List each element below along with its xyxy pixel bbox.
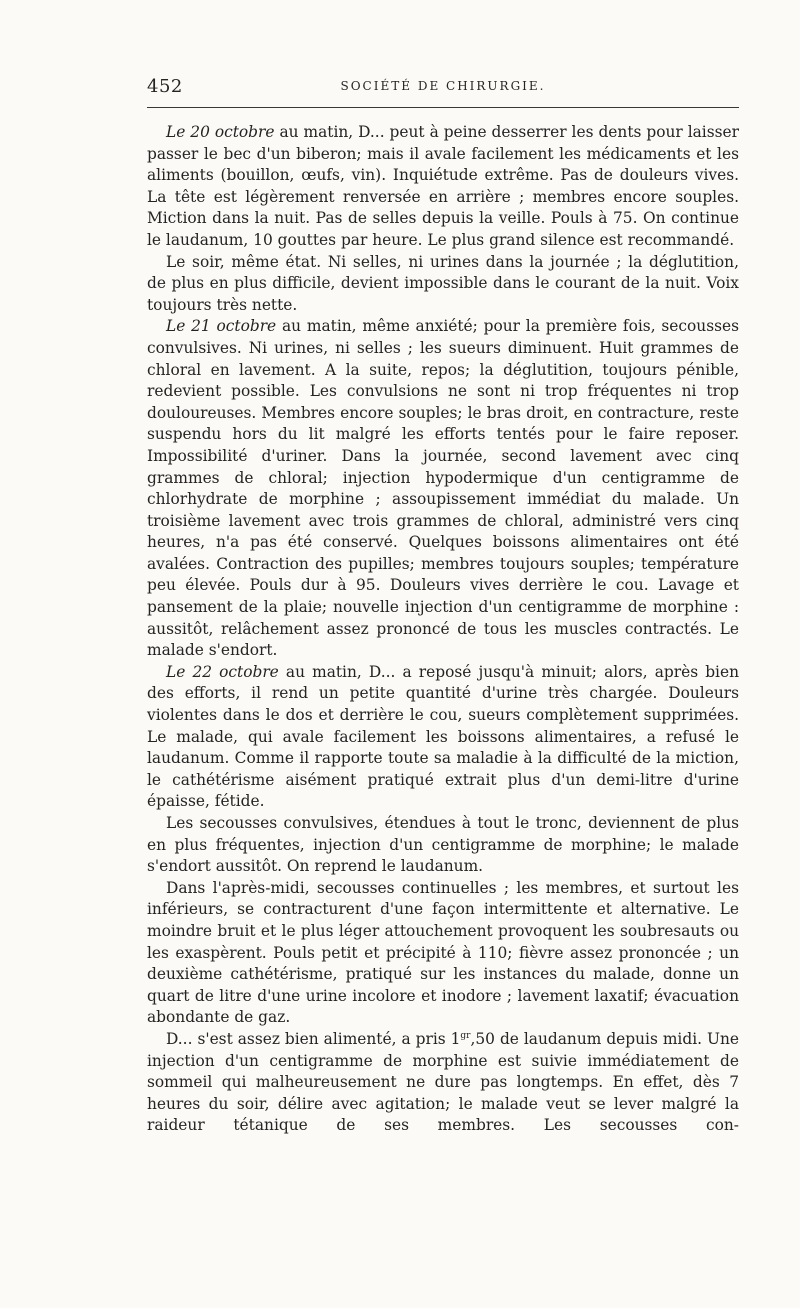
paragraph-convulsions — [147, 813, 739, 878]
paragraph-oct-21 — [147, 316, 739, 662]
gram-superscript: gr — [460, 1030, 471, 1041]
paragraph-text: D... s'est assez bien alimenté, a pris 1 — [166, 1029, 461, 1048]
date-lead: Le 22 octobre — [166, 662, 279, 681]
paragraph-text-continued: ,50 de laudanum depuis midi. Une injection d'un centigramme de morphine est suivie immédiatement de sommeil qui malheureusement ne dure pas longtemps. En effet, dès 7 heures du soir, délire avec agitation; le malade veut se lever malgré la raideur tétanique de ses membres. Les secousses con- — [147, 1029, 739, 1135]
paragraph-afternoon — [147, 878, 739, 1029]
paragraph-text: au matin, D... a reposé jusqu'à minuit; alors, après bien des efforts, il rend un petite quantité d'urine très chargée. Douleurs violentes dans le dos et derrière le cou, sueurs complètement supprimées. Le malade, qui avale facilement les boissons alimentaires, a refusé le laudanum. Comme il rapporte toute sa maladie à la difficulté de la miction, le cathétérisme aisément pratiqué extrait plus d'un demi-litre d'urine épaisse, fétide. — [147, 662, 739, 811]
paragraph-oct-20-evening — [147, 252, 739, 317]
body-text — [147, 122, 739, 1137]
paragraph-text: au matin, D... peut à peine desserrer les dents pour laisser passer le bec d'un biberon; mais il avale facilement les médicaments et les aliments (bouillon, œufs, vin). Inquiétude extrême. Pas de douleurs vives. La tête est légèrement renversée en arrière ; membres encore souples. Miction dans la nuit. Pas de selles depuis la veille. Pouls à 75. On continue le laudanum, 10 gouttes par heure. Le plus grand silence est recommandé. — [147, 123, 739, 249]
paragraph-oct-22-morning — [147, 662, 739, 813]
date-lead: Le 20 octobre — [166, 123, 275, 141]
paragraph-evening — [147, 1029, 739, 1137]
header-rule — [147, 107, 739, 108]
paragraph-text: Dans l'après-midi, secousses continuelles ; les membres, et surtout les inférieurs, se contracturent d'une façon intermittente et alternative. Le moindre bruit et le plus léger attouchement provoquent les soubresauts ou les exaspèrent. Pouls petit et précipité à 110; fièvre assez prononcée ; un deuxième cathétérisme, pratiqué sur les instances du malade, donne un quart de litre d'une urine incolore et inodore ; lavement laxatif; évacuation abondante de gaz. — [147, 878, 739, 1027]
paragraph-text: Le soir, même état. Ni selles, ni urines dans la journée ; la déglutition, de plus en plus difficile, devient impossible dans le courant de la nuit. Voix toujours très nette. — [147, 252, 739, 314]
paragraph-oct-20-morning — [147, 122, 739, 252]
running-head — [147, 76, 739, 102]
journal-title: SOCIÉTÉ DE CHIRURGIE. — [340, 79, 546, 93]
page-number: 452 — [147, 76, 183, 97]
paragraph-text: au matin, même anxiété; pour la première fois, secousses convulsives. Ni urines, ni selles ; les sueurs diminuent. Huit grammes de chloral en lavement. A la suite, repos; la déglutition, toujours pénible, redevient possible. Les convulsions ne sont ni trop fréquentes ni trop douloureuses. Membres encore souples; le bras droit, en contracture, reste suspendu hors du lit malgré les efforts tentés pour le faire reposer. Impossibilité d'uriner. Dans la journée, second lavement avec cinq grammes de chloral; injection hypodermique d'un centigramme de chlorhydrate de morphine ; assoupissement immédiat du malade. Un troisième lavement avec trois grammes de chloral, administré vers cinq heures, n'a pas été conservé. Quelques boissons alimentaires ont été avalées. Contraction des pupilles; membres toujours souples; température peu élevée. Pouls dur à 95. Douleurs vives derrière le cou. Lavage et pansement de la plaie; nouvelle injection d'un centigramme de morphine : aussitôt, relâchement assez prononcé de tous les muscles contractés. Le malade s'endort. — [147, 317, 739, 660]
paragraph-text: Les secousses convulsives, étendues à tout le tronc, deviennent de plus en plus fréquentes, injection d'un centigramme de morphine; le malade s'endort aussitôt. On reprend le laudanum. — [147, 814, 739, 876]
date-lead: Le 21 octobre — [166, 317, 277, 336]
